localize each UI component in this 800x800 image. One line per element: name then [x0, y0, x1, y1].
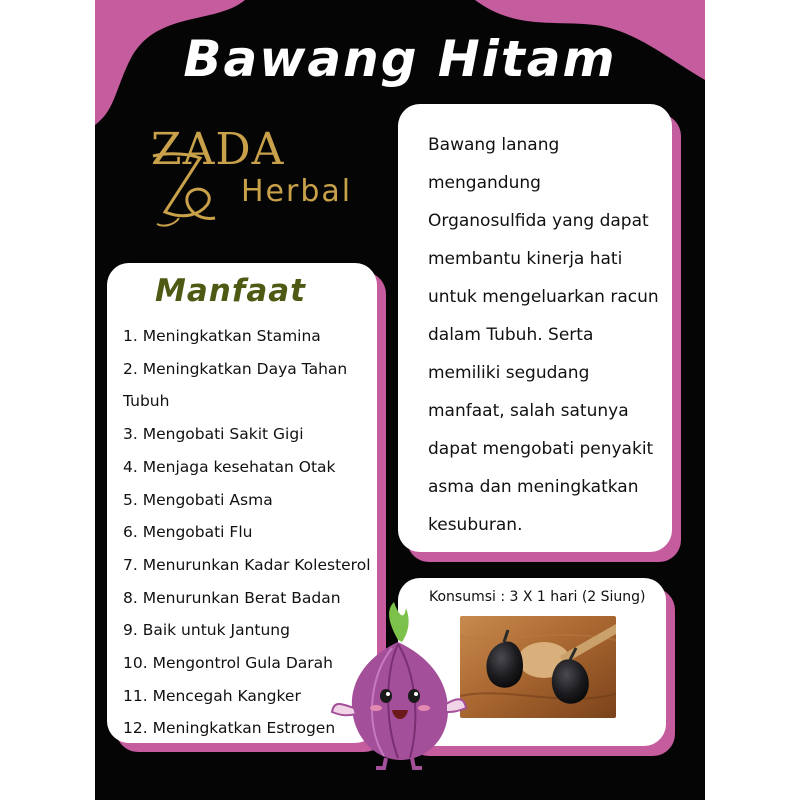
onion-mascot-icon — [328, 600, 468, 770]
description-line: manfaat, salah satunya — [428, 401, 629, 421]
benefit-item: 1. Meningkatkan Stamina — [123, 327, 321, 345]
benefit-item: Tubuh — [123, 392, 170, 411]
description-line: dapat mengobati penyakit — [428, 439, 654, 459]
description-line: Organosulfida yang dapat — [428, 211, 649, 231]
description-line: mengandung — [428, 173, 541, 193]
benefit-item: 12. Meningkatkan Estrogen — [123, 719, 336, 738]
logo-sub-text: Herbal — [241, 174, 353, 209]
benefit-item: 8. Menurunkan Berat Badan — [123, 588, 341, 607]
description-line: memiliki segudang — [428, 363, 590, 383]
logo-brand-text: ZADA — [151, 124, 285, 175]
black-garlic-photo — [460, 616, 616, 718]
description-line: membantu kinerja hati — [428, 249, 623, 269]
benefit-item: 10. Mengontrol Gula Darah — [123, 654, 333, 673]
benefit-item: 3. Mengobati Sakit Gigi — [123, 425, 304, 444]
description-line: untuk mengeluarkan racun — [428, 287, 659, 307]
consumption-text: Konsumsi : 3 X 1 hari (2 Siung) — [429, 589, 646, 605]
benefit-item: 9. Baik untuk Jantung — [123, 621, 290, 640]
description-line: Bawang lanang — [428, 135, 560, 155]
benefit-item: 5. Mengobati Asma — [123, 490, 273, 509]
description-text — [428, 126, 678, 544]
benefit-item: 11. Mencegah Kangker — [123, 686, 301, 705]
brand-logo — [145, 120, 365, 230]
black-garlic-icon — [460, 616, 616, 718]
benefit-item: 2. Meningkatkan Daya Tahan — [123, 359, 348, 378]
description-line: kesuburan. — [428, 515, 523, 535]
description-line: dalam Tubuh. Serta — [428, 325, 594, 345]
benefit-item: 6. Mengobati Flu — [123, 523, 253, 542]
benefit-item: 4. Menjaga kesehatan Otak — [123, 457, 336, 476]
benefit-item: 7. Menurunkan Kadar Kolesterol — [123, 555, 371, 574]
description-card — [398, 104, 672, 552]
benefits-title: Manfaat — [155, 273, 306, 309]
description-line: asma dan meningkatkan — [428, 477, 639, 497]
poster-title: Bawang Hitam — [183, 30, 617, 88]
